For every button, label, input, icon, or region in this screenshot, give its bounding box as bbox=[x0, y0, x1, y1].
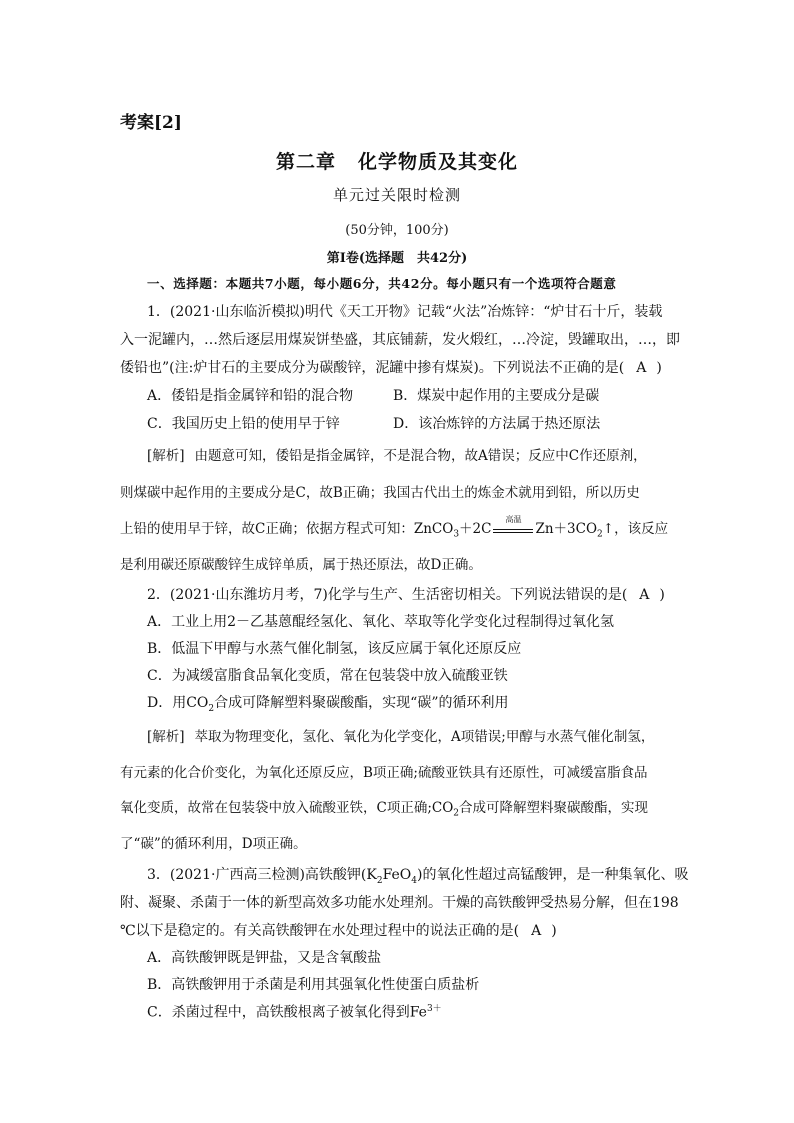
q3-stem-end: ℃以下是稳定的。有关高铁酸钾在水处理过程中的说法正确的是( bbox=[120, 923, 520, 939]
q3-k-sub: 2 bbox=[376, 875, 383, 886]
q1-analysis-line1 bbox=[147, 444, 647, 464]
unit-subtitle: 单元过关限时检测 bbox=[332, 186, 461, 204]
reaction-condition: 高温 bbox=[505, 514, 522, 524]
q2-option-c: C．为减缓富脂食品氧化变质，常在包装袋中放入硫酸亚铁 bbox=[147, 668, 508, 684]
q1-analysis-text3: 上铅的使用早于锌，故C正确；依据方程式可知：ZnCO bbox=[120, 521, 454, 537]
gas-up-icon: ↑ bbox=[602, 521, 615, 537]
q1-option-d: D．该冶炼锌的方法属于热还原法 bbox=[393, 416, 601, 432]
q2-option-d-sub: 2 bbox=[208, 703, 215, 714]
formula-product: Zn＋3CO bbox=[535, 521, 598, 537]
q3-option-a: A．高铁酸钾既是钾盐，又是含氧酸盐 bbox=[147, 950, 382, 966]
q2-analysis-line3 bbox=[120, 796, 648, 819]
q2-analysis-line2: 有元素的化合价变化，为氧化还原反应，B项正确;硫酸亚铁具有还原性，可减缓富脂食品 bbox=[120, 765, 648, 781]
q3-answer: A bbox=[531, 923, 542, 939]
q2-option-d-post: 合成可降解塑料聚碳酸酯，实现“碳”的循环利用 bbox=[214, 695, 509, 711]
time-score: (50分钟，100分) bbox=[345, 223, 449, 238]
q2-analysis-line4: 了“碳”的循环利用，D项正确。 bbox=[120, 836, 307, 852]
q3-option-c-pre: C．杀菌过程中，高铁酸根离子被氧化得到Fe bbox=[147, 1004, 427, 1021]
q3-o-sub: 4 bbox=[411, 875, 418, 886]
reaction-arrow bbox=[493, 514, 533, 533]
q2-analysis-sub: 2 bbox=[453, 808, 460, 819]
q3-line2: 附、凝聚、杀菌于一体的新型高效多功能水处理剂。干燥的高铁酸钾受热易分解，但在198 bbox=[120, 895, 679, 911]
q1-line1: 1．(2021·山东临沂模拟)明代《天工开物》记载“火法”冶炼锌：“炉甘石十斤，装载 bbox=[147, 304, 663, 320]
formula-sub3: 3 bbox=[453, 529, 460, 540]
q1-option-b: B．煤炭中起作用的主要成分是碳 bbox=[393, 388, 600, 404]
q2-close: ) bbox=[659, 587, 665, 603]
q1-analysis-line4: 是利用碳还原碳酸锌生成锌单质，属于热还原法，故D正确。 bbox=[120, 557, 482, 573]
q1-close: ) bbox=[656, 360, 662, 376]
q3-line1-pre: 3．(2021·广西高三检测)高铁酸钾(K bbox=[147, 867, 377, 883]
q1-analysis-text3b: ，该反应 bbox=[614, 521, 669, 537]
q1-option-c: C．我国历史上铅的使用早于锌 bbox=[147, 416, 340, 432]
q3-fe: FeO bbox=[382, 867, 412, 883]
q3-line3 bbox=[120, 920, 557, 940]
volume-heading: 第Ⅰ卷(选择题 共42分) bbox=[326, 251, 468, 266]
q2-option-d-pre: D．用CO bbox=[147, 695, 209, 711]
q2-analysis-text1: 萃取为物理变化，氢化、氧化为化学变化，A项错误;甲醇与水蒸气催化制氢， bbox=[194, 729, 655, 745]
q2-option-d bbox=[147, 692, 508, 714]
q3-line1 bbox=[147, 864, 689, 886]
q1-analysis-label: [解析] bbox=[147, 448, 185, 464]
formula-plus: ＋2C bbox=[459, 521, 492, 537]
q2-stem-text: 2．(2021·山东潍坊月考，7)化学与生产、生活密切相关。下列说法错误的是( bbox=[147, 587, 628, 603]
q3-line1-post: )的氧化性超过高锰酸钾，是一种集氧化、吸 bbox=[417, 867, 689, 883]
q1-option-a: A．倭铅是指金属锌和铅的混合物 bbox=[147, 388, 354, 404]
q2-analysis-text3b: 合成可降解塑料聚碳酸酯，实现 bbox=[459, 800, 649, 816]
chapter-name: 化学物质及其变化 bbox=[358, 151, 519, 173]
formula-sub2: 2 bbox=[597, 529, 603, 540]
q2-analysis-label: [解析] bbox=[147, 729, 185, 745]
q1-line3 bbox=[120, 357, 662, 377]
q3-option-c-sup: 3＋ bbox=[426, 1004, 442, 1014]
q3-close: ) bbox=[551, 923, 557, 939]
q1-analysis-line3 bbox=[120, 514, 669, 540]
q2-analysis-text3: 氧化变质，故常在包装袋中放入硫酸亚铁，C项正确;CO bbox=[120, 800, 454, 816]
q1-line2: 入一泥罐内，…然后逐层用煤炭饼垫盛，其底铺薪，发火煅红，…冷淀，毁罐取出，…，即 bbox=[120, 332, 680, 348]
q3-option-b: B．高铁酸钾用于杀菌是利用其强氧化性使蛋白质盐析 bbox=[147, 977, 480, 993]
q2-option-a: A．工业上用2－乙基蒽醌经氢化、氧化、萃取等化学变化过程制得过氧化氢 bbox=[147, 614, 615, 630]
q2-option-b: B．低温下甲醇与水蒸气催化制氢，该反应属于氧化还原反应 bbox=[147, 641, 522, 657]
q1-stem-end: 倭铅也”(注:炉甘石的主要成分为碳酸锌，泥罐中掺有煤炭)。下列说法不正确的是( bbox=[120, 360, 625, 376]
chapter-number: 第二章 bbox=[275, 151, 336, 173]
q1-answer: A bbox=[636, 360, 647, 376]
q1-analysis-line2: 则煤碳中起作用的主要成分是C，故B正确；我国古代出土的炼金术就用到铅，所以历史 bbox=[120, 485, 640, 501]
q2-stem bbox=[147, 584, 665, 604]
q3-option-c bbox=[147, 1001, 442, 1022]
case-label: 考案[2] bbox=[120, 113, 182, 133]
chapter-title bbox=[0, 147, 794, 174]
q1-analysis-text1: 由题意可知，倭铅是指金属锌，不是混合物，故A错误；反应中C作还原剂， bbox=[194, 448, 647, 464]
section-heading: 一、选择题：本题共7小题，每小题6分，共42分。每小题只有一个选项符合题意 bbox=[147, 276, 617, 291]
q2-analysis-line1 bbox=[147, 725, 654, 745]
q2-answer: A bbox=[639, 587, 650, 603]
